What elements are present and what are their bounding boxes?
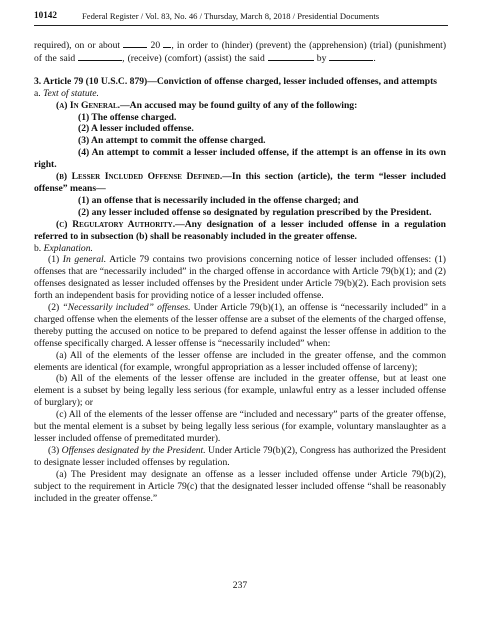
section-label: b. [34,242,42,254]
para-number: (1) [48,254,60,266]
statute-b [34,171,446,195]
explanation-3a: (a) The President may designate an offense as a lesser included offense under Article 79(b)(2), subject to the requirement in Article 79(c) that the designated lesser included offense “shall be reasonably included in the greater offense.” [34,468,446,504]
blank-line [268,52,314,61]
statute-c [34,219,446,243]
article-heading: 3. Article 79 (10 U.S.C. 879)—Conviction of offense charged, lesser included offenses, and attempts [34,75,437,87]
statute-a-text: —An accused may be found guilty of any of the following: [120,99,358,111]
statute-b-label: (b) Lesser Included Offense Defined. [56,171,223,183]
para-text: Article 79 contains two provisions concerning notice of lesser included offenses: (1) offenses that are “necessarily included” in the charged offense in accordance with Article 79(b)(1); and (2) offenses designated as lesser included offenses by the President under Article 79(b)(2). Each provision sets forth an independent basis for providing notice of a lesser included offense. [34,254,446,302]
explanation-2c: (c) All of the elements of the lesser offense are “included and necessary” parts of the greater offense, but the mental element is a subset by being legally less serious (for example, voluntary manslaughter as a lesser included offense of premeditated murder). [34,409,446,444]
form-text-2: 20 [150,40,161,51]
statute-a [34,100,446,112]
explanation-1 [34,254,446,302]
statute-item: (2) A lesser included offense. [78,123,194,135]
document-body [34,39,446,504]
statute-subheading [34,88,446,100]
form-text-5: by [316,52,327,64]
statute-b-text: —In this section (article), the term “lesser included offense” means— [34,171,446,194]
statute-item: (1) an offense that is necessarily included in the offense charged; and [78,194,359,206]
running-head: Federal Register / Vol. 83, No. 46 / Thursday, March 8, 2018 / Presidential Documents [82,10,380,21]
blank-line [78,52,122,61]
explanation-2b: (b) All of the elements of the lesser offense are included in the greater offense, but at least one element is a subset by being legally less serious (for example, unlawful entry as a lesser included offense of burglary); or [34,373,446,409]
para-number: (2) [48,302,60,314]
statute-c-label: (c) Regulatory Authority. [56,218,176,230]
para-text: Under Article 79(b)(1), an offense is “necessarily included” in a charged offense when the elements of the lesser offense are a subset of the elements of the charged offense, thereby putting the accused on notice to be prepared to defend against the lesser offense in addition to the offense specifically charged. A lesser offense is “necessarily included” when: [34,302,446,349]
form-text-6: . [373,52,376,64]
statute-item: (2) any lesser included offense so designated by regulation prescribed by the President. [78,206,432,218]
header-rule [34,25,448,26]
para-title: Offenses designated by the President. [61,444,206,456]
blank-line [329,52,373,61]
explanation-subheading [34,243,446,255]
explanation-3 [34,445,446,469]
statute-item: (1) The offense charged. [78,111,177,123]
page-header [34,10,444,24]
form-text-1: required), on or about [34,40,121,51]
para-text: Under Article 79(b)(2), Congress has authorized the President to designate lesser included offenses by regulation. [34,444,446,468]
explanation-2a: (a) All of the elements of the lesser offense are included in the greater offense, and the common elements are identical (for example, wrongful appropriation as a lesser included offense of larceny); [34,349,446,373]
blank-line [123,39,147,48]
page-number: 10142 [34,10,57,20]
form-text-4: , (receive) (comfort) (assist) the said [122,52,265,64]
section-title: Explanation. [43,242,93,254]
statute-a-label: (a) In General. [56,99,121,111]
statute-item: (4) An attempt to commit a lesser included offense, if the attempt is an offense in its own right. [34,147,446,171]
para-number: (3) [48,444,60,456]
para-title: “Necessarily included” offenses. [62,302,191,314]
para-title: In general. [62,254,107,266]
statute-item: (3) An attempt to commit the offense charged. [78,135,266,147]
form-text-3: , in order to (hinder) (prevent) the (apprehension) (trial) (punishment) of the said [34,40,447,64]
page-footer-number: 237 [232,580,248,591]
section-label: a. [34,87,41,99]
statute-c-text: —Any designation of a lesser included offense in a regulation referred to in subsection (b) shall be reasonably included in the greater offense. [34,218,446,242]
section-title: Text of statute. [43,87,99,99]
explanation-2 [34,302,446,350]
form-paragraph [34,39,446,65]
